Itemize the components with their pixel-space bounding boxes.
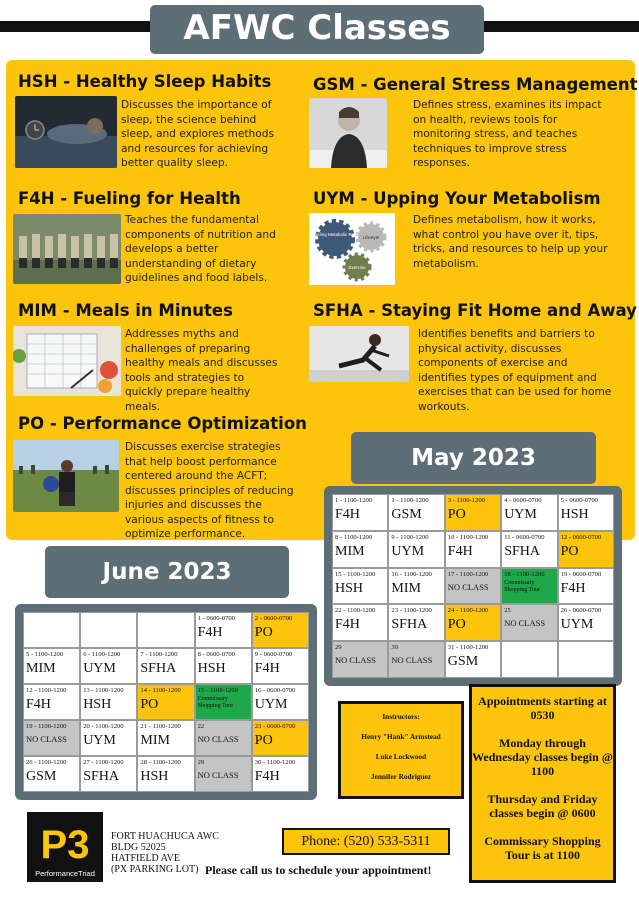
may-day-cell — [558, 494, 614, 531]
day-time: 15 - 1100-1200 — [335, 570, 376, 578]
may-title: May 2023 — [351, 432, 596, 484]
day-time: 14 - 1100-1200 — [140, 687, 181, 694]
class-code: GSM — [26, 769, 57, 784]
class-title-hsh: HSH - Healthy Sleep Habits — [18, 72, 272, 91]
class-code: Commissary Shopping Tour — [197, 696, 234, 709]
instructor-name: Henry "Hank" Armstead — [361, 732, 441, 741]
class-code: PO — [254, 625, 273, 640]
class-title-uym: UYM - Upping Your Metabolism — [313, 189, 601, 208]
day-time: 29 — [197, 759, 205, 766]
class-code: SFHA — [83, 769, 119, 784]
june-day-cell — [23, 756, 80, 792]
gear-label-exercise: Exercise — [348, 265, 366, 270]
day-time: 9 - 0600-0700 — [254, 651, 293, 658]
metabolism-gears-graphic — [309, 213, 395, 285]
instructor-name: Luke Lockwood — [375, 752, 427, 761]
class-code: UYM — [560, 617, 594, 633]
june-title: June 2023 — [45, 546, 289, 598]
day-time: 29 — [335, 644, 342, 652]
may-day-cell — [558, 641, 614, 678]
may-day-cell — [558, 604, 614, 641]
june-day-cell — [252, 612, 309, 648]
class-code: PO — [447, 617, 466, 633]
day-time: 5 - 1100-1200 — [26, 651, 64, 658]
class-code: PO — [254, 733, 273, 748]
class-code: GSM — [391, 507, 422, 522]
day-time: 13 - 1100-1200 — [83, 687, 124, 694]
may-day-cell — [388, 494, 444, 531]
june-day-cell — [80, 756, 137, 792]
day-time: 27 - 1100-1200 — [83, 759, 124, 766]
class-code: F4H — [197, 625, 223, 640]
may-day-cell — [501, 641, 557, 678]
may-day-cell — [388, 604, 444, 641]
day-time: 2 - 0600-0700 — [254, 615, 293, 622]
appointment-note: Appointments starting at 0530 — [478, 694, 607, 722]
day-time: 26 - 0600-0700 — [560, 607, 602, 615]
day-time: 26 - 1100-1200 — [26, 759, 67, 766]
day-time: 21 - 1100-1200 — [140, 723, 181, 730]
day-time: 28 - 1100-1200 — [140, 759, 181, 766]
may-day-cell — [332, 494, 388, 531]
day-time: 7 - 1100-1200 — [140, 651, 178, 658]
performance-triad-logo — [27, 812, 103, 882]
june-day-cell — [137, 612, 194, 648]
day-time: 16 - 0600-0700 — [254, 687, 296, 694]
day-time: 4 - 0600-0700 — [504, 497, 542, 504]
call-to-action: Please call us to schedule your appointment! — [205, 863, 432, 877]
day-time: 17 - 1100-1200 — [447, 570, 489, 578]
class-code: F4H — [26, 697, 51, 712]
class-code: F4H — [560, 580, 586, 596]
may-day-cell — [501, 531, 557, 568]
day-time: 30 — [391, 644, 398, 652]
day-time: 11 - 0600-0700 — [504, 533, 545, 541]
class-code: UYM — [391, 543, 425, 559]
may-day-cell — [445, 531, 501, 568]
june-day-cell — [137, 648, 194, 684]
class-code: F4H — [447, 543, 473, 559]
class-desc-mim: Addresses myths and challenges of preparing healthy meals and discusses tools and strategies to quickly prepare healthy meals. — [125, 328, 278, 413]
class-desc-gsm: Defines stress, examines its impact on health, reviews tools for monitoring stress, and teaches techniques to improve stress responses. — [413, 99, 602, 169]
class-code: F4H — [335, 617, 360, 633]
day-time: 9 - 1100-1200 — [391, 533, 429, 541]
class-code: PO — [560, 543, 579, 559]
day-time: 20 - 1100-1200 — [83, 723, 124, 730]
day-time: 18 - 1100-1200 — [504, 570, 545, 578]
day-time: 1 - 0600-0700 — [197, 615, 235, 622]
day-time: 5 - 0600-0700 — [560, 497, 598, 504]
june-day-cell — [137, 756, 194, 792]
june-day-cell — [195, 648, 252, 684]
instructors-box — [338, 701, 464, 799]
june-calendar — [15, 604, 317, 800]
performance-training-photo — [13, 440, 119, 512]
day-time: 23 - 1100-1200 — [391, 607, 432, 615]
may-day-cell — [332, 531, 388, 568]
may-day-cell — [445, 641, 501, 678]
day-time: 8 - 0600-0700 — [197, 651, 235, 658]
day-time: 19 - 0600-0700 — [560, 570, 602, 578]
may-day-cell — [558, 568, 614, 605]
class-code: HSH — [560, 507, 589, 522]
stress-photo — [309, 98, 387, 168]
class-desc-sfha: Identifies benefits and barriers to physical activity, discusses components of exercise and identifies types of equipment and exercises that can be used for home workouts. — [418, 328, 612, 413]
class-code: NO CLASS — [504, 618, 546, 629]
may-day-cell — [388, 568, 444, 605]
day-time: 15 - 1100-1200 — [197, 687, 239, 694]
svg-text:PerformanceTriad: PerformanceTriad — [35, 869, 95, 878]
june-day-cell — [23, 684, 80, 720]
class-code: NO CLASS — [447, 581, 489, 592]
june-day-cell — [252, 684, 309, 720]
class-title-sfha: SFHA - Staying Fit Home and Away — [313, 301, 637, 320]
class-code: HSH — [197, 661, 226, 676]
class-code: MIM — [391, 580, 421, 596]
may-day-cell — [501, 494, 557, 531]
june-day-cell — [195, 756, 252, 792]
instructors-heading: Instructors: — [382, 712, 420, 721]
address-line: FORT HUACHUCA AWC — [111, 831, 219, 842]
class-title-mim: MIM - Meals in Minutes — [18, 301, 233, 320]
june-day-cell — [137, 720, 194, 756]
day-time: 16 - 1100-1200 — [391, 570, 432, 578]
address-line: (PX PARKING LOT) — [111, 864, 199, 875]
day-time: 22 - 1100-1200 — [335, 607, 376, 615]
june-day-cell — [195, 720, 252, 756]
day-time: 25 — [504, 607, 511, 615]
may-day-cell — [445, 494, 501, 531]
gear-label-lifestyle: Lifestyle — [362, 235, 380, 240]
june-day-cell — [80, 720, 137, 756]
day-time: 24 - 1100-1200 — [447, 607, 489, 615]
may-day-cell — [445, 568, 501, 605]
june-day-cell — [23, 612, 80, 648]
may-day-cell — [332, 604, 388, 641]
june-day-cell — [252, 648, 309, 684]
june-day-cell — [23, 720, 80, 756]
class-code: NO CLASS — [335, 655, 376, 666]
class-desc-po: Discusses exercise strategies that help boost performance centered around the ACFT; discusses principles of reducing injuries and discusses the various aspects of fitness to optimize performance. — [125, 441, 294, 540]
day-time: 22 — [197, 723, 205, 730]
day-time: 19 - 1100-1200 — [26, 723, 67, 730]
class-code: UYM — [504, 507, 537, 522]
meal-planning-photo — [13, 326, 121, 396]
june-day-cell — [80, 612, 137, 648]
class-code: NO CLASS — [197, 770, 239, 780]
day-time: 10 - 1100-1200 — [447, 533, 489, 541]
class-code: NO CLASS — [197, 734, 239, 744]
class-title-po: PO - Performance Optimization — [18, 414, 307, 433]
class-code: F4H — [254, 769, 280, 784]
june-calendar-grid — [23, 612, 309, 792]
may-day-cell — [501, 604, 557, 641]
day-time: 1 - 1100-1200 — [335, 497, 373, 504]
class-code: PO — [140, 697, 159, 712]
class-code: SFHA — [140, 661, 177, 676]
instructor-name: Jennifer Rodriguez — [370, 772, 432, 781]
day-time: 23 - 0600-0700 — [254, 723, 296, 730]
page-title: AFWC Classes — [150, 5, 484, 54]
class-code: SFHA — [504, 543, 540, 559]
class-code: SFHA — [391, 617, 428, 633]
day-time: 8 - 1100-1200 — [335, 533, 373, 541]
svg-text:P3: P3 — [40, 823, 90, 867]
may-day-cell — [501, 568, 557, 605]
june-day-cell — [195, 684, 252, 720]
class-code: NO CLASS — [391, 655, 433, 666]
june-day-cell — [80, 684, 137, 720]
class-code: Commissary Shopping Tour — [504, 579, 540, 593]
june-day-cell — [23, 648, 80, 684]
class-code: PO — [447, 507, 466, 522]
address-block — [111, 831, 219, 875]
class-desc-f4h: Teaches the fundamental components of nutrition and develops a better understanding of dietary guidelines and food labels. — [125, 214, 276, 284]
class-title-f4h: F4H - Fueling for Health — [18, 189, 241, 208]
class-code: F4H — [335, 507, 360, 522]
appointment-note: Monday through Wednesday classes begin @ 1100 — [472, 736, 613, 778]
class-code: HSH — [335, 580, 364, 596]
class-code: UYM — [254, 697, 288, 712]
class-code: UYM — [83, 661, 116, 676]
may-day-cell — [332, 641, 388, 678]
day-time: 1 - 1100-1200 — [391, 497, 429, 504]
sleep-photo — [15, 96, 117, 168]
june-day-cell — [137, 684, 194, 720]
home-workout-photo — [309, 326, 409, 382]
appointments-box — [469, 684, 616, 883]
day-time: 3 - 1100-1200 — [447, 497, 485, 504]
class-desc-hsh: Discusses the importance of sleep, the science behind sleep, and explores methods and resources for achieving better quality sleep. — [121, 99, 274, 169]
may-calendar — [324, 486, 622, 686]
day-time: 31 - 1100-1200 — [447, 644, 489, 652]
june-day-cell — [252, 720, 309, 756]
class-code: HSH — [140, 769, 169, 784]
may-day-cell — [388, 531, 444, 568]
address-line: HATFIELD AVE — [111, 853, 180, 864]
day-time: 12 - 1100-1200 — [26, 687, 67, 694]
class-title-gsm: GSM - General Stress Management — [313, 75, 638, 94]
appointment-note: Thursday and Friday classes begin @ 0600 — [487, 792, 598, 820]
class-code: MIM — [335, 543, 365, 559]
class-code: HSH — [83, 697, 112, 712]
phone-number[interactable]: Phone: (520) 533-5311 — [282, 828, 450, 855]
class-code: MIM — [26, 661, 56, 676]
class-code: UYM — [83, 733, 116, 748]
running-soldiers-photo — [13, 214, 121, 284]
class-desc-uym: Defines metabolism, how it works, what control you have over it, tips, tricks, and resources to help up your metabolism. — [413, 214, 608, 270]
class-code: MIM — [140, 733, 170, 748]
class-code: GSM — [447, 654, 479, 670]
may-calendar-grid — [332, 494, 614, 678]
appointment-note: Commissary Shopping Tour is at 1100 — [484, 834, 601, 862]
june-day-cell — [80, 648, 137, 684]
gear-label-fueling: Fueling Metabolic Rate — [311, 232, 359, 237]
may-day-cell — [388, 641, 444, 678]
day-time: 30 - 1100-1200 — [254, 759, 296, 766]
class-code: F4H — [254, 661, 280, 676]
may-day-cell — [332, 568, 388, 605]
class-code: NO CLASS — [26, 734, 67, 744]
may-day-cell — [445, 604, 501, 641]
day-time: 12 - 0600-0700 — [560, 533, 602, 541]
june-day-cell — [195, 612, 252, 648]
may-day-cell — [558, 531, 614, 568]
address-line: BLDG 52025 — [111, 842, 166, 853]
day-time: 6 - 1100-1200 — [83, 651, 121, 658]
june-day-cell — [252, 756, 309, 792]
